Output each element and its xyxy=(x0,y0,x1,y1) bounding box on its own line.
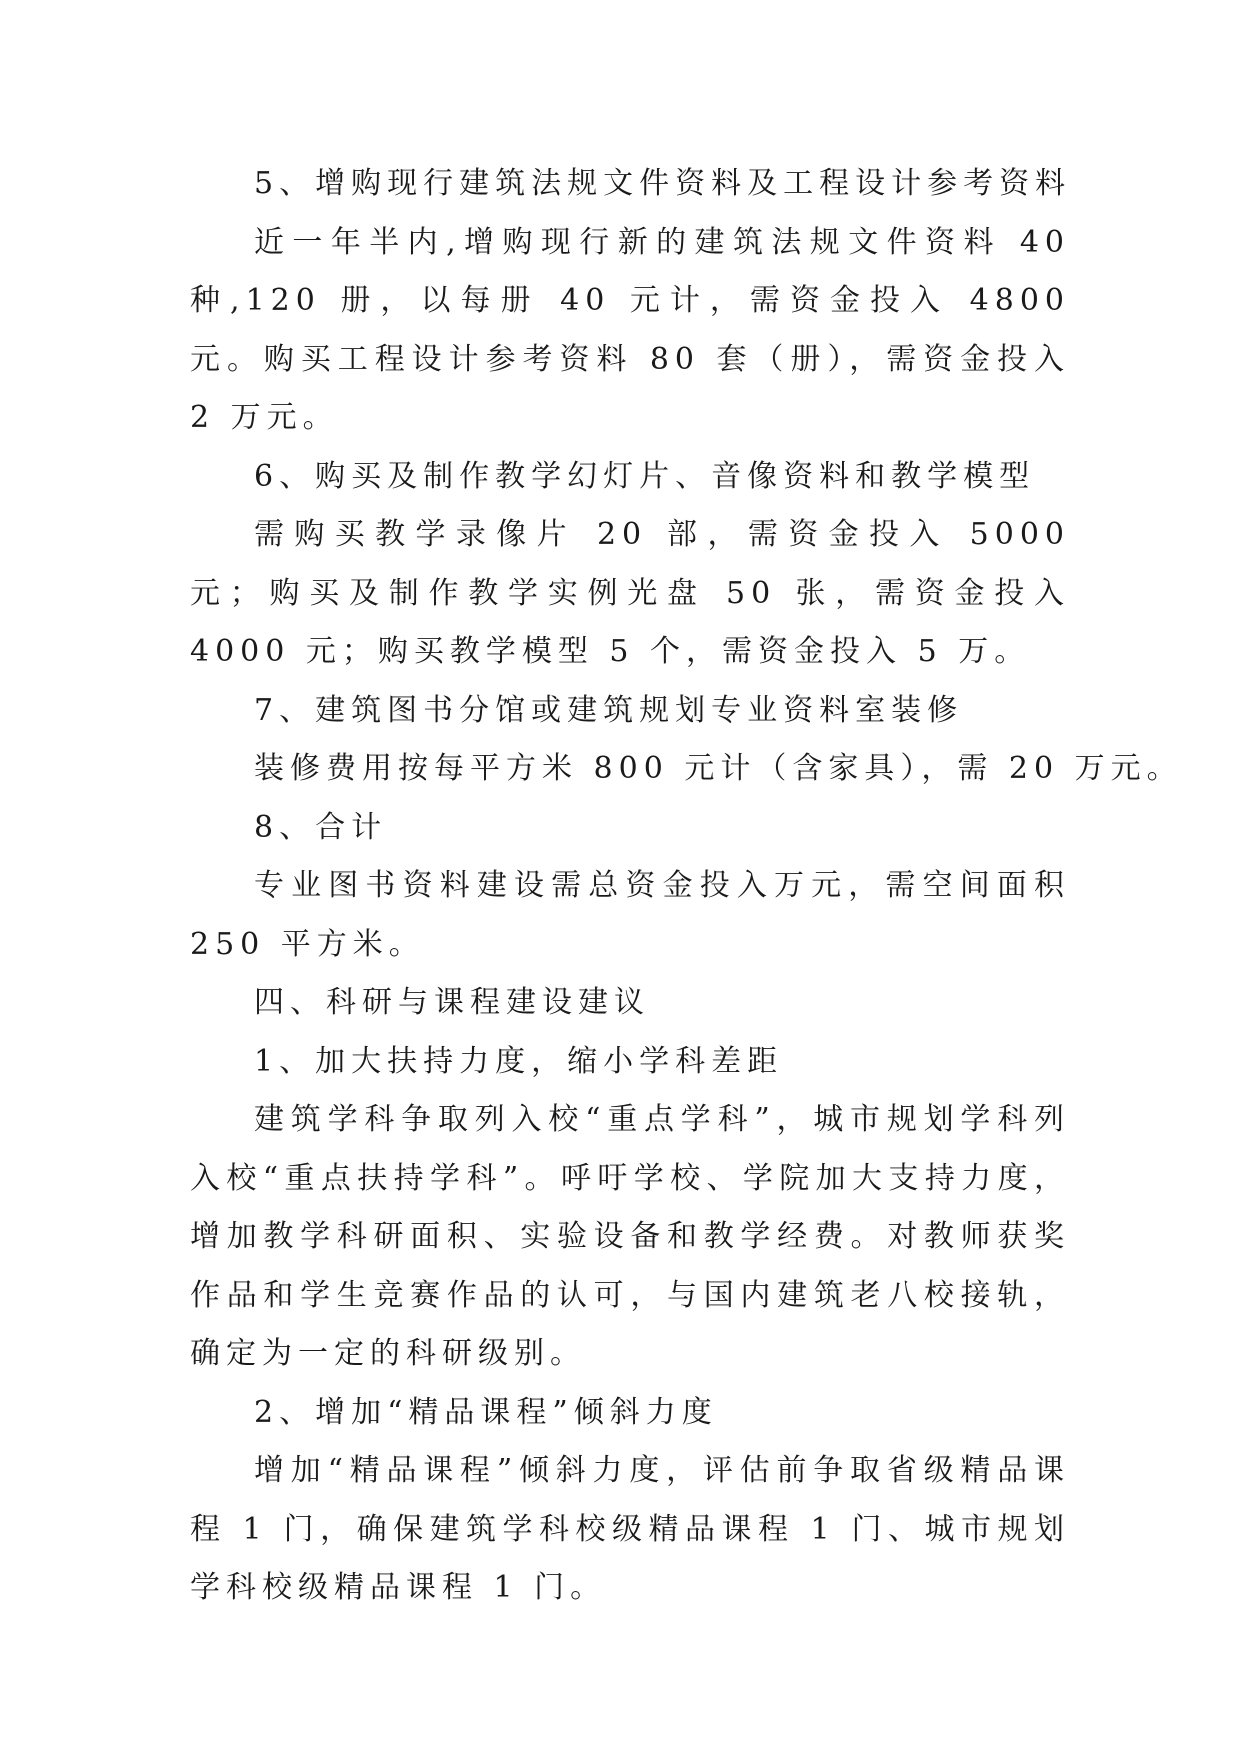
section-heading-5: 5、增购现行建筑法规文件资料及工程设计参考资料 xyxy=(254,166,1072,201)
section-heading-6: 6、购买及制作教学幻灯片、音像资料和教学模型 xyxy=(254,458,1036,494)
section-heading-1: 1、加大扶持力度，缩小学科差距 xyxy=(254,1043,784,1079)
section-heading-8: 8、合计 xyxy=(254,809,388,845)
section-heading-7: 7、建筑图书分馆或建筑规划专业资料室装修 xyxy=(254,692,964,728)
paragraph-teaching-media: 需购买教学录像片 20 部，需资金投入 5000 元；购买及制作教学实例光盘 50 张，需资金投入 4000 元；购买教学模型 5 个，需资金投入 5 万。 xyxy=(190,517,1070,669)
document-body xyxy=(190,155,1183,1618)
chapter-heading-4: 四、科研与课程建设建议 xyxy=(254,985,650,1020)
paragraph-quality-courses: 增加“精品课程”倾斜力度，评估前争取省级精品课程 1 门，确保建筑学科校级精品课程 1 门、城市规划学科校级精品课程 1 门。 xyxy=(190,1453,1070,1605)
paragraph-total: 专业图书资料建设需总资金投入万元，需空间面积 250 平方米。 xyxy=(190,868,1070,962)
paragraph-key-disciplines: 建筑学科争取列入校“重点学科”，城市规划学科列入校“重点扶持学科”。呼吁学校、学院加大支持力度，增加教学科研面积、实验设备和教学经费。对教师获奖作品和学生竞赛作品的认可，与国内建筑老八校接轨，确定为一定的科研级别。 xyxy=(190,1102,1070,1371)
section-heading-2: 2、增加“精品课程”倾斜力度 xyxy=(254,1394,718,1430)
paragraph-renovation: 装修费用按每平方米 800 元计（含家具），需 20 万元。 xyxy=(254,751,1183,786)
paragraph-regulations: 近一年半内,增购现行新的建筑法规文件资料 40 种,120 册，以每册 40 元计，需资金投入 4800 元。购买工程设计参考资料 80 套（册），需资金投入 2 万元。 xyxy=(190,224,1070,435)
